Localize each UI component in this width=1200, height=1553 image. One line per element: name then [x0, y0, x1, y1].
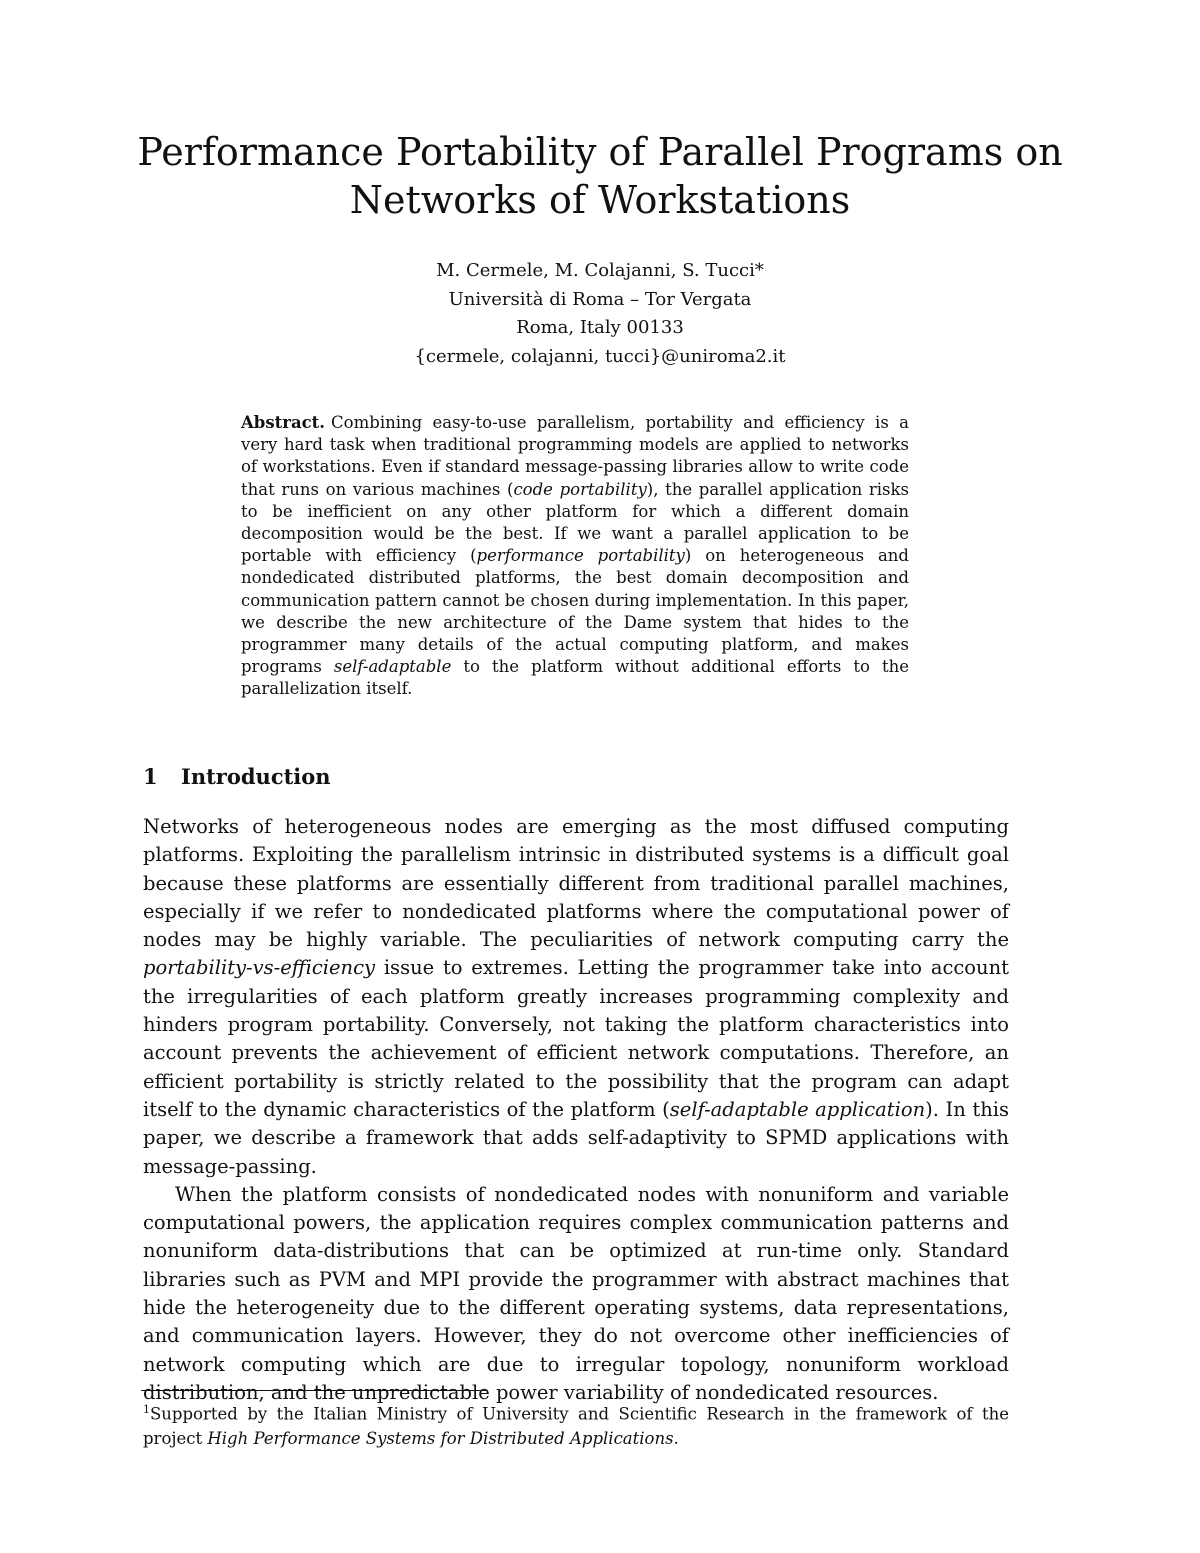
paper-title [0, 128, 1200, 224]
abstract-emphasis-2: performance portability [476, 546, 685, 566]
abstract-emphasis-3: self-adaptable [333, 657, 452, 677]
footnote-end: . [673, 1428, 679, 1448]
paragraph-1-emphasis-2: self-adaptable application [669, 1097, 926, 1121]
section-number: 1 [143, 764, 158, 789]
section-title: Introduction [181, 764, 331, 789]
footnote-emphasis: High Performance Systems for Distributed Applications [207, 1428, 674, 1448]
paragraph-1-text-b: issue to extremes. Letting the programmer take into account the irregularities of each platform greatly increases programming complexity and hinders program portability. Conversely, not taking the platform characteristics into account prevents the achievement of efficient network computations. Therefore, an efficient portability is strictly related to the possibility that the program can adapt itself to the dynamic characteristics of the platform ( [143, 956, 1009, 1121]
author-address: Roma, Italy 00133 [516, 317, 684, 338]
abstract-text-3: ) on heterogeneous and nondedicated distributed platforms, the best domain decomposition and communication pattern cannot be chosen during implementation. In this paper, we describe the new architecture of the Dame system that hides to the programmer many details of the actual computing platform, and makes programs [241, 546, 909, 677]
footnote-marker: 1 [143, 1403, 150, 1416]
footnote-text: Supported by the Italian Ministry of University and Scientific Research in the framework of the project [143, 1404, 1009, 1448]
paragraph-1-text-c: ). In this paper, we describe a framework that adds self-adaptivity to SPMD applications with message-passing. [143, 1097, 1010, 1178]
abstract-text-1: Combining easy-to-use parallelism, portability and efficiency is a very hard task when traditional programming models are applied to networks of workstations. Even if standard message-passing libraries allow to write code that runs on various machines ( [241, 413, 909, 499]
footnote-divider [141, 1390, 487, 1391]
abstract-label: Abstract. [241, 413, 326, 432]
abstract-emphasis-1: code portability [513, 479, 647, 499]
author-email: {cermele, colajanni, tucci}@uniroma2.it [414, 345, 786, 367]
author-block [0, 257, 1200, 371]
author-affiliation: Università di Roma – Tor Vergata [448, 288, 752, 310]
paragraph-1-emphasis-1: portability-vs-efficiency [143, 956, 376, 980]
paragraph-1 [143, 813, 1009, 1181]
paragraph-1-text-a: Networks of heterogeneous nodes are emerging as the most diffused computing platforms. Exploiting the parallelism intrinsic in distributed systems is a difficult goal because these platforms are essentially different from traditional parallel machines, especially if we refer to nondedicated platforms where the computational power of nodes may be highly variable. The peculiarities of network computing carry the [143, 815, 1009, 952]
author-names: M. Cermele, M. Colajanni, S. Tucci* [436, 260, 764, 281]
abstract-text-2: ), the parallel application risks to be inefficient on any other platform for which a different domain decomposition would be the best. If we want a parallel application to be portable with efficiency ( [241, 479, 909, 566]
footnote [143, 1398, 1009, 1451]
paragraph-2: When the platform consists of nondedicated nodes with nonuniform and variable computational powers, the application requires complex communication patterns and nonuniform data-distributions that can be optimized at run-time only. Standard libraries such as PVM and MPI provide the programmer with abstract machines that hide the heterogeneity due to the different operating systems, data representations, and communication layers. However, they do not overcome other inefficiencies of network computing which are due to irregular topology, nonuniform workload distribution, and the unpredictable power variability of nondedicated resources. [143, 1182, 1009, 1404]
abstract [241, 412, 909, 701]
section-heading [143, 764, 331, 789]
abstract-text-4: to the platform without additional efforts to the parallelization itself. [241, 657, 910, 699]
title-line-2: Networks of Workstations [349, 178, 851, 222]
abstract-paragraph [241, 412, 909, 701]
body-text [143, 813, 1009, 1407]
title-line-1: Performance Portability of Parallel Programs on [137, 130, 1063, 174]
